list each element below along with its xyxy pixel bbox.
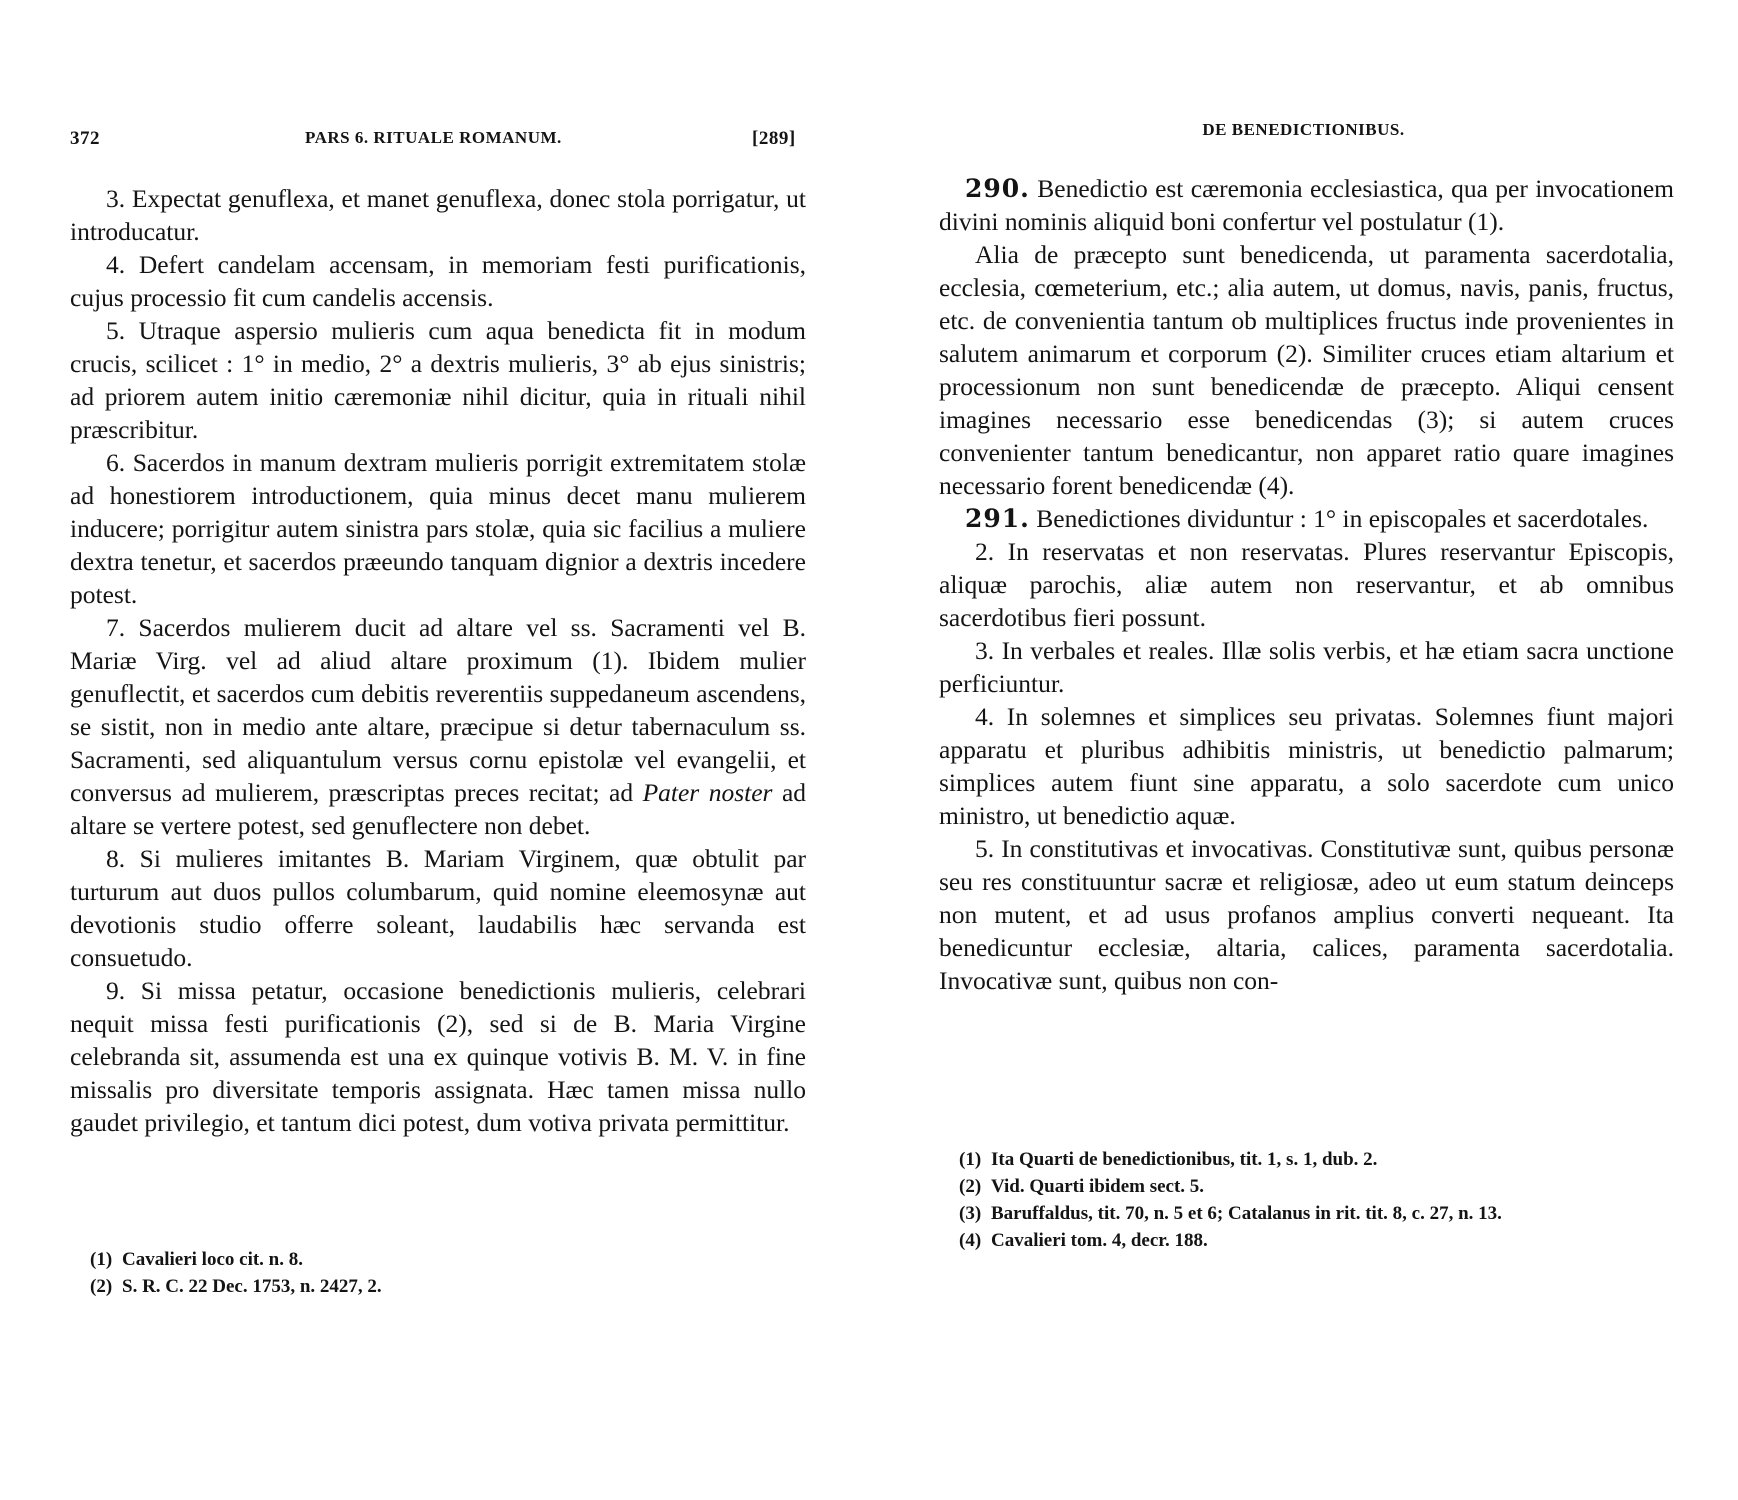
paragraph: 6. Sacerdos in manum dextram mulieris porrigit extremitatem stolæ ad honestiorem introductionem, quia minus decet manu mulierem inducere; porrigitur autem sinistra pars stolæ, quia sic facilius a muliere dextra tenetur, et sacerdos præeundo tanquam dignior a dextris incedere potest.	[70, 448, 806, 609]
running-title: DE BENEDICTIONIBUS.	[1202, 120, 1405, 139]
footnote-text: Ita Quarti de benedictionibus, tit. 1, s. 1, dub. 2.	[991, 1149, 1378, 1170]
running-title: PARS 6. RITUALE ROMANUM.	[305, 128, 562, 147]
footnote-text: Vid. Quarti ibidem sect. 5.	[991, 1176, 1205, 1197]
paragraph: 9. Si missa petatur, occasione benedictionis mulieris, celebrari nequit missa festi purificationis (2), sed si de B. Maria Virgine celebranda sit, assumenda est una ex quinque votivis B. M. V. in fine missalis pro diversitate temporis assignata. Hæc tamen missa nullo gaudet privilegio, et tantum dici potest, dum votiva privata permittitur.	[70, 976, 806, 1137]
section-number: 291.	[965, 504, 1030, 533]
paragraph-text: Benedictiones dividuntur : 1° in episcopales et sacerdotales.	[1036, 504, 1649, 533]
footnote-mark: (1)	[90, 1249, 113, 1270]
section-paragraph	[939, 172, 1674, 238]
footnote-text: S. R. C. 22 Dec. 1753, n. 2427, 2.	[122, 1276, 382, 1297]
page-number: 372	[70, 128, 100, 149]
footnote-text: Baruffaldus, tit. 70, n. 5 et 6; Catalanus in rit. tit. 8, c. 27, n. 13.	[991, 1203, 1502, 1224]
footnote	[90, 1246, 650, 1273]
footnote	[90, 1273, 650, 1300]
paragraph-text: Benedictio est cæremonia ecclesiastica, qua per invocationem divini nominis aliquid boni confertur vel postulatur (1).	[939, 174, 1674, 236]
footnote	[959, 1200, 1659, 1227]
paragraph: 5. Utraque aspersio mulieris cum aqua benedicta fit in modum crucis, scilicet : 1° in medio, 2° a dextris mulieris, 3° ab ejus sinistris; ad priorem autem initio cæremoniæ nihil dicitur, quia in rituali nihil præscribitur.	[70, 316, 806, 444]
footnote-mark: (3)	[959, 1203, 982, 1224]
paragraph: 3. Expectat genuflexa, et manet genuflexa, donec stola porrigatur, ut introducatur.	[70, 184, 806, 246]
paragraph	[70, 611, 806, 842]
footnote-mark: (4)	[959, 1230, 982, 1251]
paragraph: 8. Si mulieres imitantes B. Mariam Virginem, quæ obtulit par turturum aut duos pullos columbarum, quid nomine eleemosynæ aut devotionis studio offerre soleant, laudabilis hæc servanda est consuetudo.	[70, 844, 806, 972]
paragraph: 4. In solemnes et simplices seu privatas. Solemnes fiunt majori apparatu et pluribus adhibitis ministris, ut benedictio palmarum; simplices autem fiunt sine apparatu, a solo sacerdote cum unico ministro, ut benedictio aquæ.	[939, 702, 1674, 830]
paragraph: Alia de præcepto sunt benedicenda, ut paramenta sacerdotalia, ecclesia, cœmeterium, etc.; alia autem, ut domus, navis, panis, fructus, etc. de convenientia tantum ob multiplices fructus inde provenientes in salutem animarum et corporum (2). Similiter cruces etiam altarium et processionum non sunt benedicendæ de præcepto. Aliqui censent imagines necessario esse benedicendas (3); si autem cruces convenienter tantum benedicantur, non apparet ratio quare imagines necessario forent benedicendæ (4).	[939, 240, 1674, 500]
left-footnotes	[90, 1246, 650, 1300]
bracket-page-number: [289]	[752, 128, 796, 149]
footnote	[959, 1173, 1659, 1200]
paragraph: 4. Defert candelam accensam, in memoriam festi purificationis, cujus processio fit cum candelis accensis.	[70, 250, 806, 312]
section-number: 290.	[965, 174, 1030, 203]
paragraph-text: 7. Sacerdos mulierem ducit ad altare vel ss. Sacramenti vel B. Mariæ Virg. vel ad aliud altare proximum (1). Ibidem mulier genuflectit, et sacerdos cum debitis reverentiis suppedaneum ascendens, se sistit, non in medio ante altare, præcipue si detur tabernaculum ss. Sacramenti, sed aliquantulum versus cornu epistolæ vel evangelii, et conversus ad mulierem, præscriptas preces recitat; ad	[70, 613, 806, 807]
right-page	[869, 0, 1738, 1500]
footnote	[959, 1227, 1659, 1254]
footnote-text: Cavalieri tom. 4, decr. 188.	[991, 1230, 1208, 1251]
right-footnotes	[959, 1146, 1659, 1254]
footnote-mark: (2)	[90, 1276, 113, 1297]
left-body-text	[70, 182, 806, 1139]
paragraph-text: ad altare se vertere potest, sed genuflectere non debet.	[70, 778, 807, 840]
italic-phrase: Pater noster	[642, 778, 773, 807]
paragraph: 2. In reservatas et non reservatas. Plures reservantur Episcopis, aliquæ parochis, aliæ autem non reservantur, et ab omnibus sacerdotibus fieri possunt.	[939, 537, 1674, 632]
footnote	[959, 1146, 1659, 1173]
footnote-text: Cavalieri loco cit. n. 8.	[122, 1249, 303, 1270]
right-body-text	[939, 172, 1674, 997]
paragraph: 3. In verbales et reales. Illæ solis verbis, et hæ etiam sacra unctione perficiuntur.	[939, 636, 1674, 698]
footnote-mark: (1)	[959, 1149, 982, 1170]
paragraph: 5. In constitutivas et invocativas. Constitutivæ sunt, quibus personæ seu res constituuntur sacræ et religiosæ, adeo ut eum statum deinceps non mutent, et ad usus profanos amplius converti nequeant. Ita benedicuntur ecclesiæ, altaria, calices, paramenta sacerdotalia. Invocativæ sunt, quibus non con-	[939, 834, 1674, 995]
section-paragraph	[939, 502, 1674, 535]
footnote-mark: (2)	[959, 1176, 982, 1197]
